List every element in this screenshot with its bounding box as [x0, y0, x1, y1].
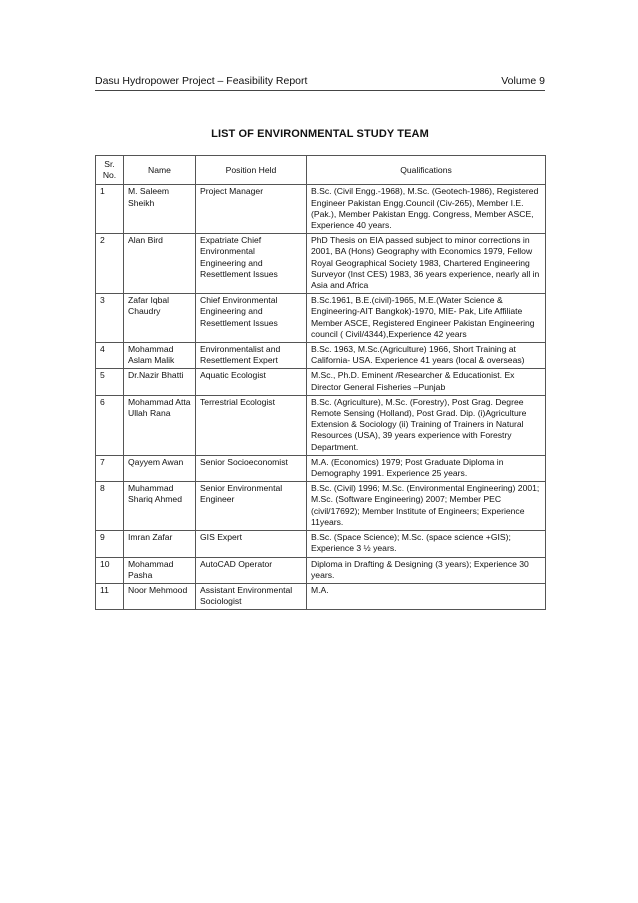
- table-row: [96, 234, 546, 294]
- column-header-position: Position Held: [196, 156, 307, 185]
- cell-name: Zafar Iqbal Chaudry: [124, 294, 196, 343]
- column-header-sr-no: Sr. No.: [96, 156, 124, 185]
- header-report-title: Dasu Hydropower Project – Feasibility Report: [95, 75, 308, 87]
- document-title: LIST OF ENVIRONMENTAL STUDY TEAM: [211, 128, 429, 140]
- cell-position: Senior Socioeconomist: [196, 455, 307, 481]
- cell-qualifications: B.Sc. (Civil) 1996; M.Sc. (Environmental Engineering) 2001; M.Sc. (Software Engineering) 2007; Member PEC (civil/17692); Member Institute of Engineers; Experience 11years.: [307, 482, 546, 531]
- cell-name: Mohammad Atta Ullah Rana: [124, 395, 196, 455]
- table-row: [96, 583, 546, 609]
- cell-sr-no: 1: [96, 185, 124, 234]
- cell-sr-no: 7: [96, 455, 124, 481]
- cell-name: Muhammad Shariq Ahmed: [124, 482, 196, 531]
- cell-name: Mohammad Pasha: [124, 557, 196, 583]
- cell-name: Dr.Nazir Bhatti: [124, 369, 196, 395]
- table-row: [96, 557, 546, 583]
- cell-qualifications: B.Sc.1961, B.E.(civil)-1965, M.E.(Water Science & Engineering-AIT Bangkok)-1970, MIE- Pak, Life Affiliate Member ASCE, Registered Engineer Pakistan Engineering council ( Civil/4344),Experience 42 years: [307, 294, 546, 343]
- cell-sr-no: 8: [96, 482, 124, 531]
- cell-name: Alan Bird: [124, 234, 196, 294]
- cell-position: AutoCAD Operator: [196, 557, 307, 583]
- cell-qualifications: B.Sc. (Space Science); M.Sc. (space science +GIS); Experience 3 ½ years.: [307, 531, 546, 557]
- cell-position: Aquatic Ecologist: [196, 369, 307, 395]
- table-row: [96, 395, 546, 455]
- page-header: [95, 74, 545, 91]
- cell-position: Project Manager: [196, 185, 307, 234]
- cell-sr-no: 11: [96, 583, 124, 609]
- cell-sr-no: 3: [96, 294, 124, 343]
- cell-qualifications: B.Sc. (Agriculture), M.Sc. (Forestry), Post Grag. Degree Remote Sensing (Holland), Post Grad. Dip. (i)Agriculture Extension & Sociology (ii) Training of Trainers in Natural Resources (USA), 39 years experience with Forestry Department.: [307, 395, 546, 455]
- cell-sr-no: 9: [96, 531, 124, 557]
- cell-qualifications: B.Sc. (Civil Engg.-1968), M.Sc. (Geotech-1986), Registered Engineer Pakistan Engg.Council (Civ-265), Member I.E. (Pak.), Member Pakistan Engg. Congress, Member ASCE, Experience 40 years.: [307, 185, 546, 234]
- column-header-qualifications: Qualifications: [307, 156, 546, 185]
- cell-position: Expatriate Chief Environmental Engineering and Resettlement Issues: [196, 234, 307, 294]
- table-row: [96, 294, 546, 343]
- cell-sr-no: 5: [96, 369, 124, 395]
- cell-name: Mohammad Aslam Malik: [124, 343, 196, 369]
- cell-position: Environmentalist and Resettlement Expert: [196, 343, 307, 369]
- cell-name: Imran Zafar: [124, 531, 196, 557]
- cell-name: Noor Mehmood: [124, 583, 196, 609]
- cell-qualifications: B.Sc. 1963, M.Sc.(Agriculture) 1966, Short Training at California- USA. Experience 41 years (local & overseas): [307, 343, 546, 369]
- table-row: [96, 185, 546, 234]
- cell-qualifications: M.A. (Economics) 1979; Post Graduate Diploma in Demography 1991. Experience 25 years.: [307, 455, 546, 481]
- cell-qualifications: PhD Thesis on EIA passed subject to minor corrections in 2001, BA (Hons) Geography with Economics 1979, Fellow Royal Geographical Society 1983, Chartered Engineering Surveyor (Inst CES) 1983, 36 years experience, nearly all in Asia and Africa: [307, 234, 546, 294]
- study-team-table: [95, 155, 546, 610]
- cell-name: Qayyem Awan: [124, 455, 196, 481]
- table-row: [96, 455, 546, 481]
- table-row: [96, 343, 546, 369]
- column-header-name: Name: [124, 156, 196, 185]
- cell-qualifications: M.A.: [307, 583, 546, 609]
- cell-name: M. Saleem Sheikh: [124, 185, 196, 234]
- cell-position: GIS Expert: [196, 531, 307, 557]
- cell-position: Assistant Environmental Sociologist: [196, 583, 307, 609]
- cell-position: Terrestrial Ecologist: [196, 395, 307, 455]
- table-header-row: [96, 156, 546, 185]
- cell-qualifications: Diploma in Drafting & Designing (3 years); Experience 30 years.: [307, 557, 546, 583]
- table-row: [96, 531, 546, 557]
- cell-position: Senior Environmental Engineer: [196, 482, 307, 531]
- header-volume: Volume 9: [501, 75, 545, 87]
- cell-sr-no: 10: [96, 557, 124, 583]
- table-row: [96, 369, 546, 395]
- cell-sr-no: 6: [96, 395, 124, 455]
- cell-sr-no: 4: [96, 343, 124, 369]
- table-row: [96, 482, 546, 531]
- cell-qualifications: M.Sc., Ph.D. Eminent /Researcher & Educationist. Ex Director General Fisheries –Punjab: [307, 369, 546, 395]
- cell-position: Chief Environmental Engineering and Resettlement Issues: [196, 294, 307, 343]
- cell-sr-no: 2: [96, 234, 124, 294]
